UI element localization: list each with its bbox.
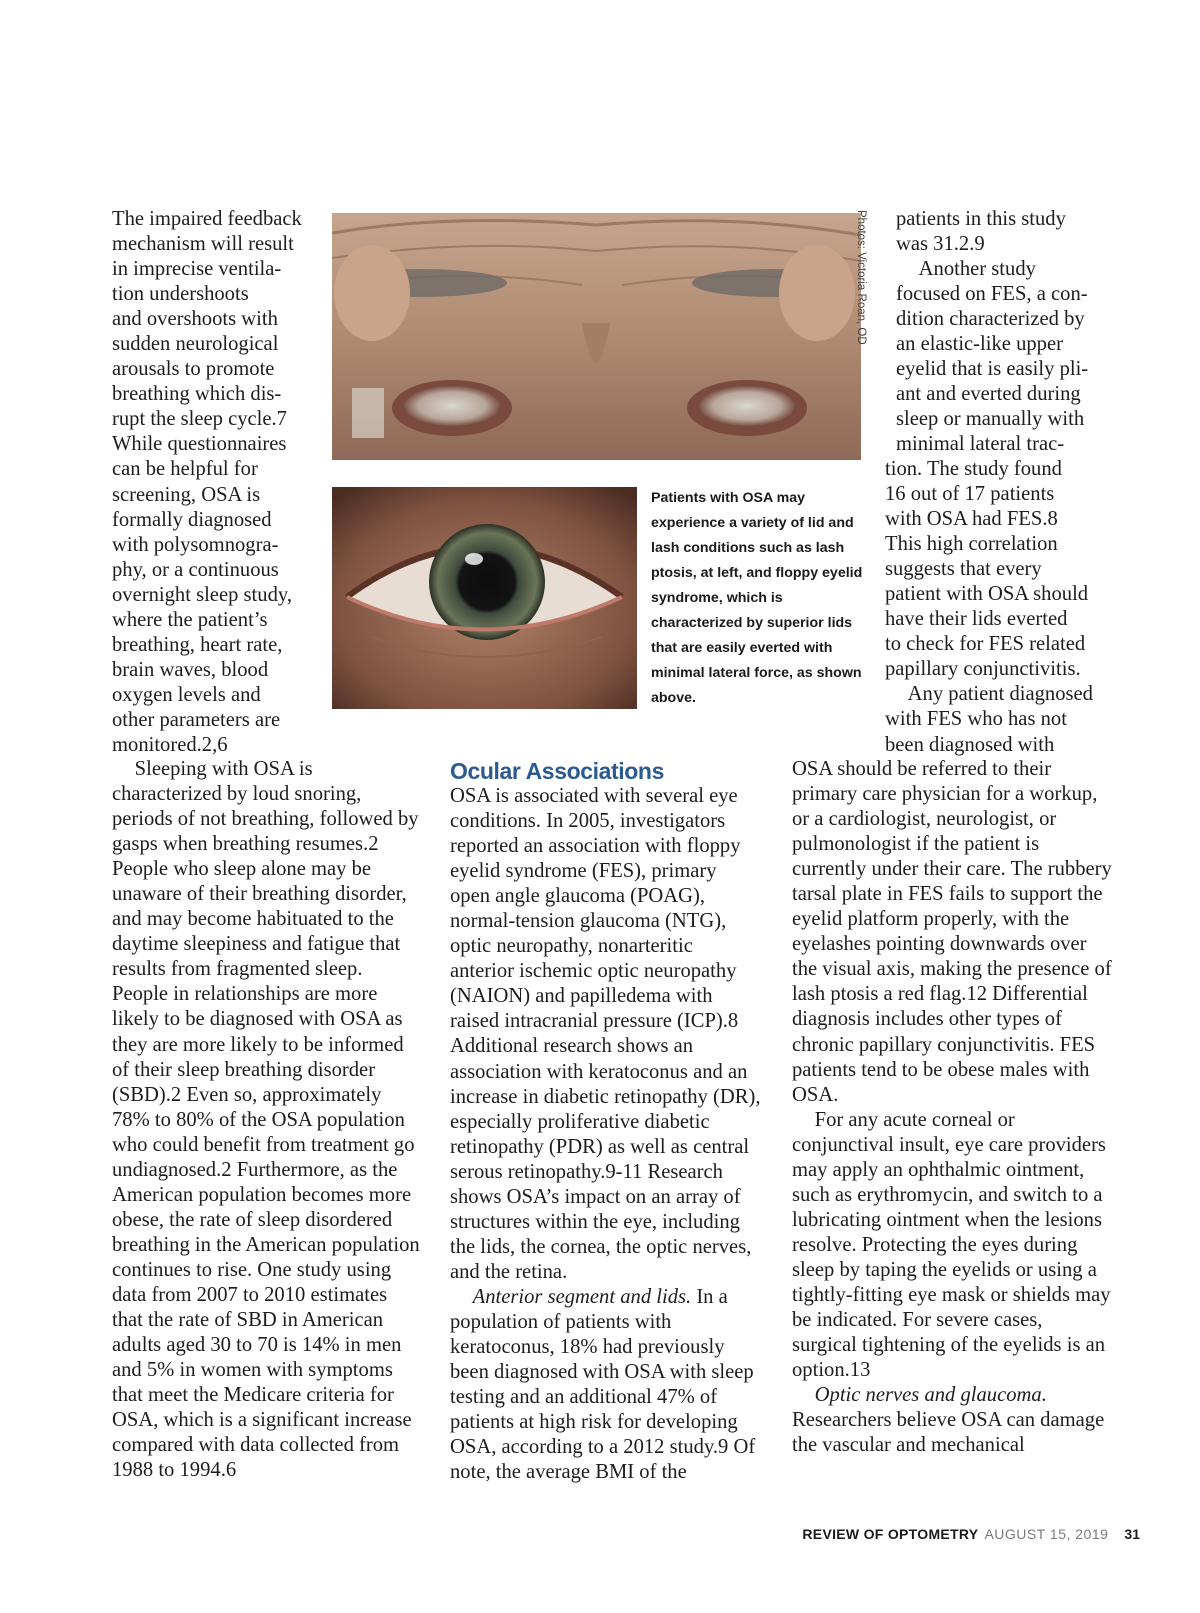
text-line: screening, OSA is	[112, 483, 261, 506]
text-line: tion undershoots	[112, 283, 249, 306]
column-3-middle-lines	[885, 457, 1115, 758]
column-1-lower	[112, 757, 423, 1483]
everted-eyelids-image	[332, 213, 861, 460]
text-line: other parameters are	[112, 708, 281, 731]
column-1-narrow	[112, 207, 327, 758]
column-3-lower	[792, 757, 1112, 1458]
text-line: dition characterized by	[896, 308, 1085, 331]
photo-caption: Patients with OSA may experience a variety of lid and lash conditions such as lash ptosis, at left, and floppy eyelid syndrome, which is characterized by superior lids that are easily everted with minimal lateral force, as shown above.	[651, 490, 863, 707]
text-line: where the patient’s	[112, 608, 268, 631]
text-line: arousals to promote	[112, 358, 275, 381]
text-line: oxygen levels and	[112, 683, 261, 706]
text-line: patient with OSA should	[885, 583, 1089, 606]
text-line: ant and everted during	[896, 383, 1081, 406]
column-2-paragraph-2	[450, 1285, 761, 1485]
text-line: Any patient diagnosed	[907, 683, 1093, 706]
text-line: been diagnosed with	[885, 733, 1055, 756]
text-line: and overshoots with	[112, 308, 278, 331]
text-line: to check for FES related	[885, 633, 1086, 656]
text-line: focused on FES, a con-	[896, 283, 1088, 306]
text-line: breathing which dis-	[112, 383, 282, 406]
text-line: can be helpful for	[112, 458, 258, 481]
text-line: with polysomnogra-	[112, 533, 279, 556]
column-3-paragraph-3: For any acute corneal or conjunctival insult, eye care providers may apply an ophthalmic ointment, such as erythromycin, and switch to a lubricating ointment when the lesions resolve. Protecting the eyes during sleep by taping the eyelids or using a tightly-fitting eye mask or shields may be indicated. For severe cases, surgical tightening of the eyelids is an option.13	[792, 1108, 1111, 1382]
subhead-optic-nerves: Optic nerves and glaucoma.	[814, 1384, 1047, 1407]
text-line: sleep or manually with	[896, 408, 1085, 431]
text-line: papillary conjunctivitis.	[885, 658, 1081, 681]
page-number: 31	[1124, 1526, 1140, 1542]
subhead-anterior-segment: Anterior segment and lids.	[472, 1285, 692, 1308]
column-3-paragraph-continued: OSA should be referred to their primary care physician for a workup, or a cardiologist, neurologist, or pulmonologist if the patient is currently under their care. The rubbery tarsal plate in FES fails to support the eyelid platform properly, with the eyelashes pointing downwards over the visual axis, making the presence of lash ptosis a red flag.12 Differential diagnosis includes other types of chronic papillary conjunctivitis. FES patients tend to be obese males with OSA.	[792, 758, 1112, 1106]
text-line: tion. The study found	[885, 458, 1062, 480]
photo-everted-eyelids	[332, 213, 861, 460]
page-footer	[780, 1525, 1140, 1543]
text-line: was 31.2.9	[896, 233, 985, 256]
text-line: minimal lateral trac-	[896, 433, 1065, 456]
text-line: mechanism will result	[112, 233, 294, 256]
text-line: The impaired feedback	[112, 208, 302, 230]
column-3-top	[896, 207, 1111, 457]
text-line: Another study	[918, 258, 1036, 281]
text-line: formally diagnosed	[112, 508, 272, 531]
text-line: rupt the sleep cycle.7	[112, 408, 287, 431]
text-line: breathing, heart rate,	[112, 633, 283, 656]
text-line: an elastic-like upper	[896, 333, 1063, 356]
text-line: While questionnaires	[112, 433, 287, 456]
text-line: with OSA had FES.8	[885, 508, 1058, 531]
text-line: monitored.2,6	[112, 733, 228, 756]
eye-closeup-image	[332, 487, 637, 709]
text-line: 16 out of 17 patients	[885, 483, 1055, 506]
text-line: overnight sleep study,	[112, 583, 292, 606]
text-line: This high correlation	[885, 533, 1058, 556]
footer-publication: REVIEW OF OPTOMETRY	[802, 1526, 979, 1542]
footer-date: AUGUST 15, 2019	[984, 1526, 1109, 1542]
text-line: brain waves, blood	[112, 658, 269, 681]
text-line: in imprecise ventila-	[112, 258, 282, 281]
text-line: with FES who has not	[885, 708, 1067, 731]
photo-eye-closeup	[332, 487, 637, 709]
text-line: patients in this study	[896, 208, 1066, 230]
text-line: suggests that every	[885, 558, 1042, 581]
text-line: eyelid that is easily pli-	[896, 358, 1089, 381]
column-2-paragraph-2-text: In a population of patients with keratoconus, 18% had previously been diagnosed with OSA with sleep testing and an additional 47% of patients at high risk for developing OSA, according to a 2012 study.9 Of note, the average BMI of the	[450, 1285, 756, 1484]
text-line: sudden neurological	[112, 333, 279, 356]
column-2	[450, 757, 761, 1485]
column-3-top-lines	[896, 207, 1111, 457]
text-line: phy, or a continuous	[112, 558, 279, 581]
column-3-paragraph-4-text: Researchers believe OSA can damage the vascular and mechanical	[792, 1409, 1105, 1457]
column-1-lines	[112, 207, 327, 758]
section-heading: Ocular Associations	[450, 758, 664, 784]
column-1-paragraph-2: Sleeping with OSA is characterized by loud snoring, periods of not breathing, followed by gasps when breathing resumes.2 People who sleep alone may be unaware of their breathing disorder, and may become habituated to the daytime sleepiness and fatigue that results from fragmented sleep. People in relationships are more likely to be diagnosed with OSA as they are more likely to be informed of their sleep breathing disorder (SBD).2 Even so, approximately 78% to 80% of the OSA population who could benefit from treatment go undiagnosed.2 Furthermore, as the American population becomes more obese, the rate of sleep disordered breathing in the American population continues to rise. One study using data from 2007 to 2010 estimates that the rate of SBD in American adults aged 30 to 70 is 14% in men and 5% in women with symptoms that meet the Medicare criteria for OSA, which is a significant increase compared with data collected from 1988 to 1994.6	[112, 758, 420, 1482]
column-2-paragraph-1: OSA is associated with several eye conditions. In 2005, investigators reported an association with floppy eyelid syndrome (FES), primary open angle glaucoma (POAG), normal-tension glaucoma (NTG), optic neuropathy, nonarteritic anterior ischemic optic neuropathy (NAION) and papilledema with raised intracranial pressure (ICP).8 Additional research shows an association with keratoconus and an increase in diabetic retinopathy (DR), especially proliferative diabetic retinopathy (PDR) as well as central serous retinopathy.9-11 Research shows OSA’s impact on an array of structures within the eye, including the lids, the cornea, the optic nerves, and the retina.	[450, 785, 761, 1283]
column-3-middle	[885, 457, 1115, 758]
text-line: have their lids everted	[885, 608, 1068, 631]
photo-credit: Photos: Victoria Roan, OD	[855, 210, 867, 345]
column-3-paragraph-4	[792, 1383, 1112, 1458]
